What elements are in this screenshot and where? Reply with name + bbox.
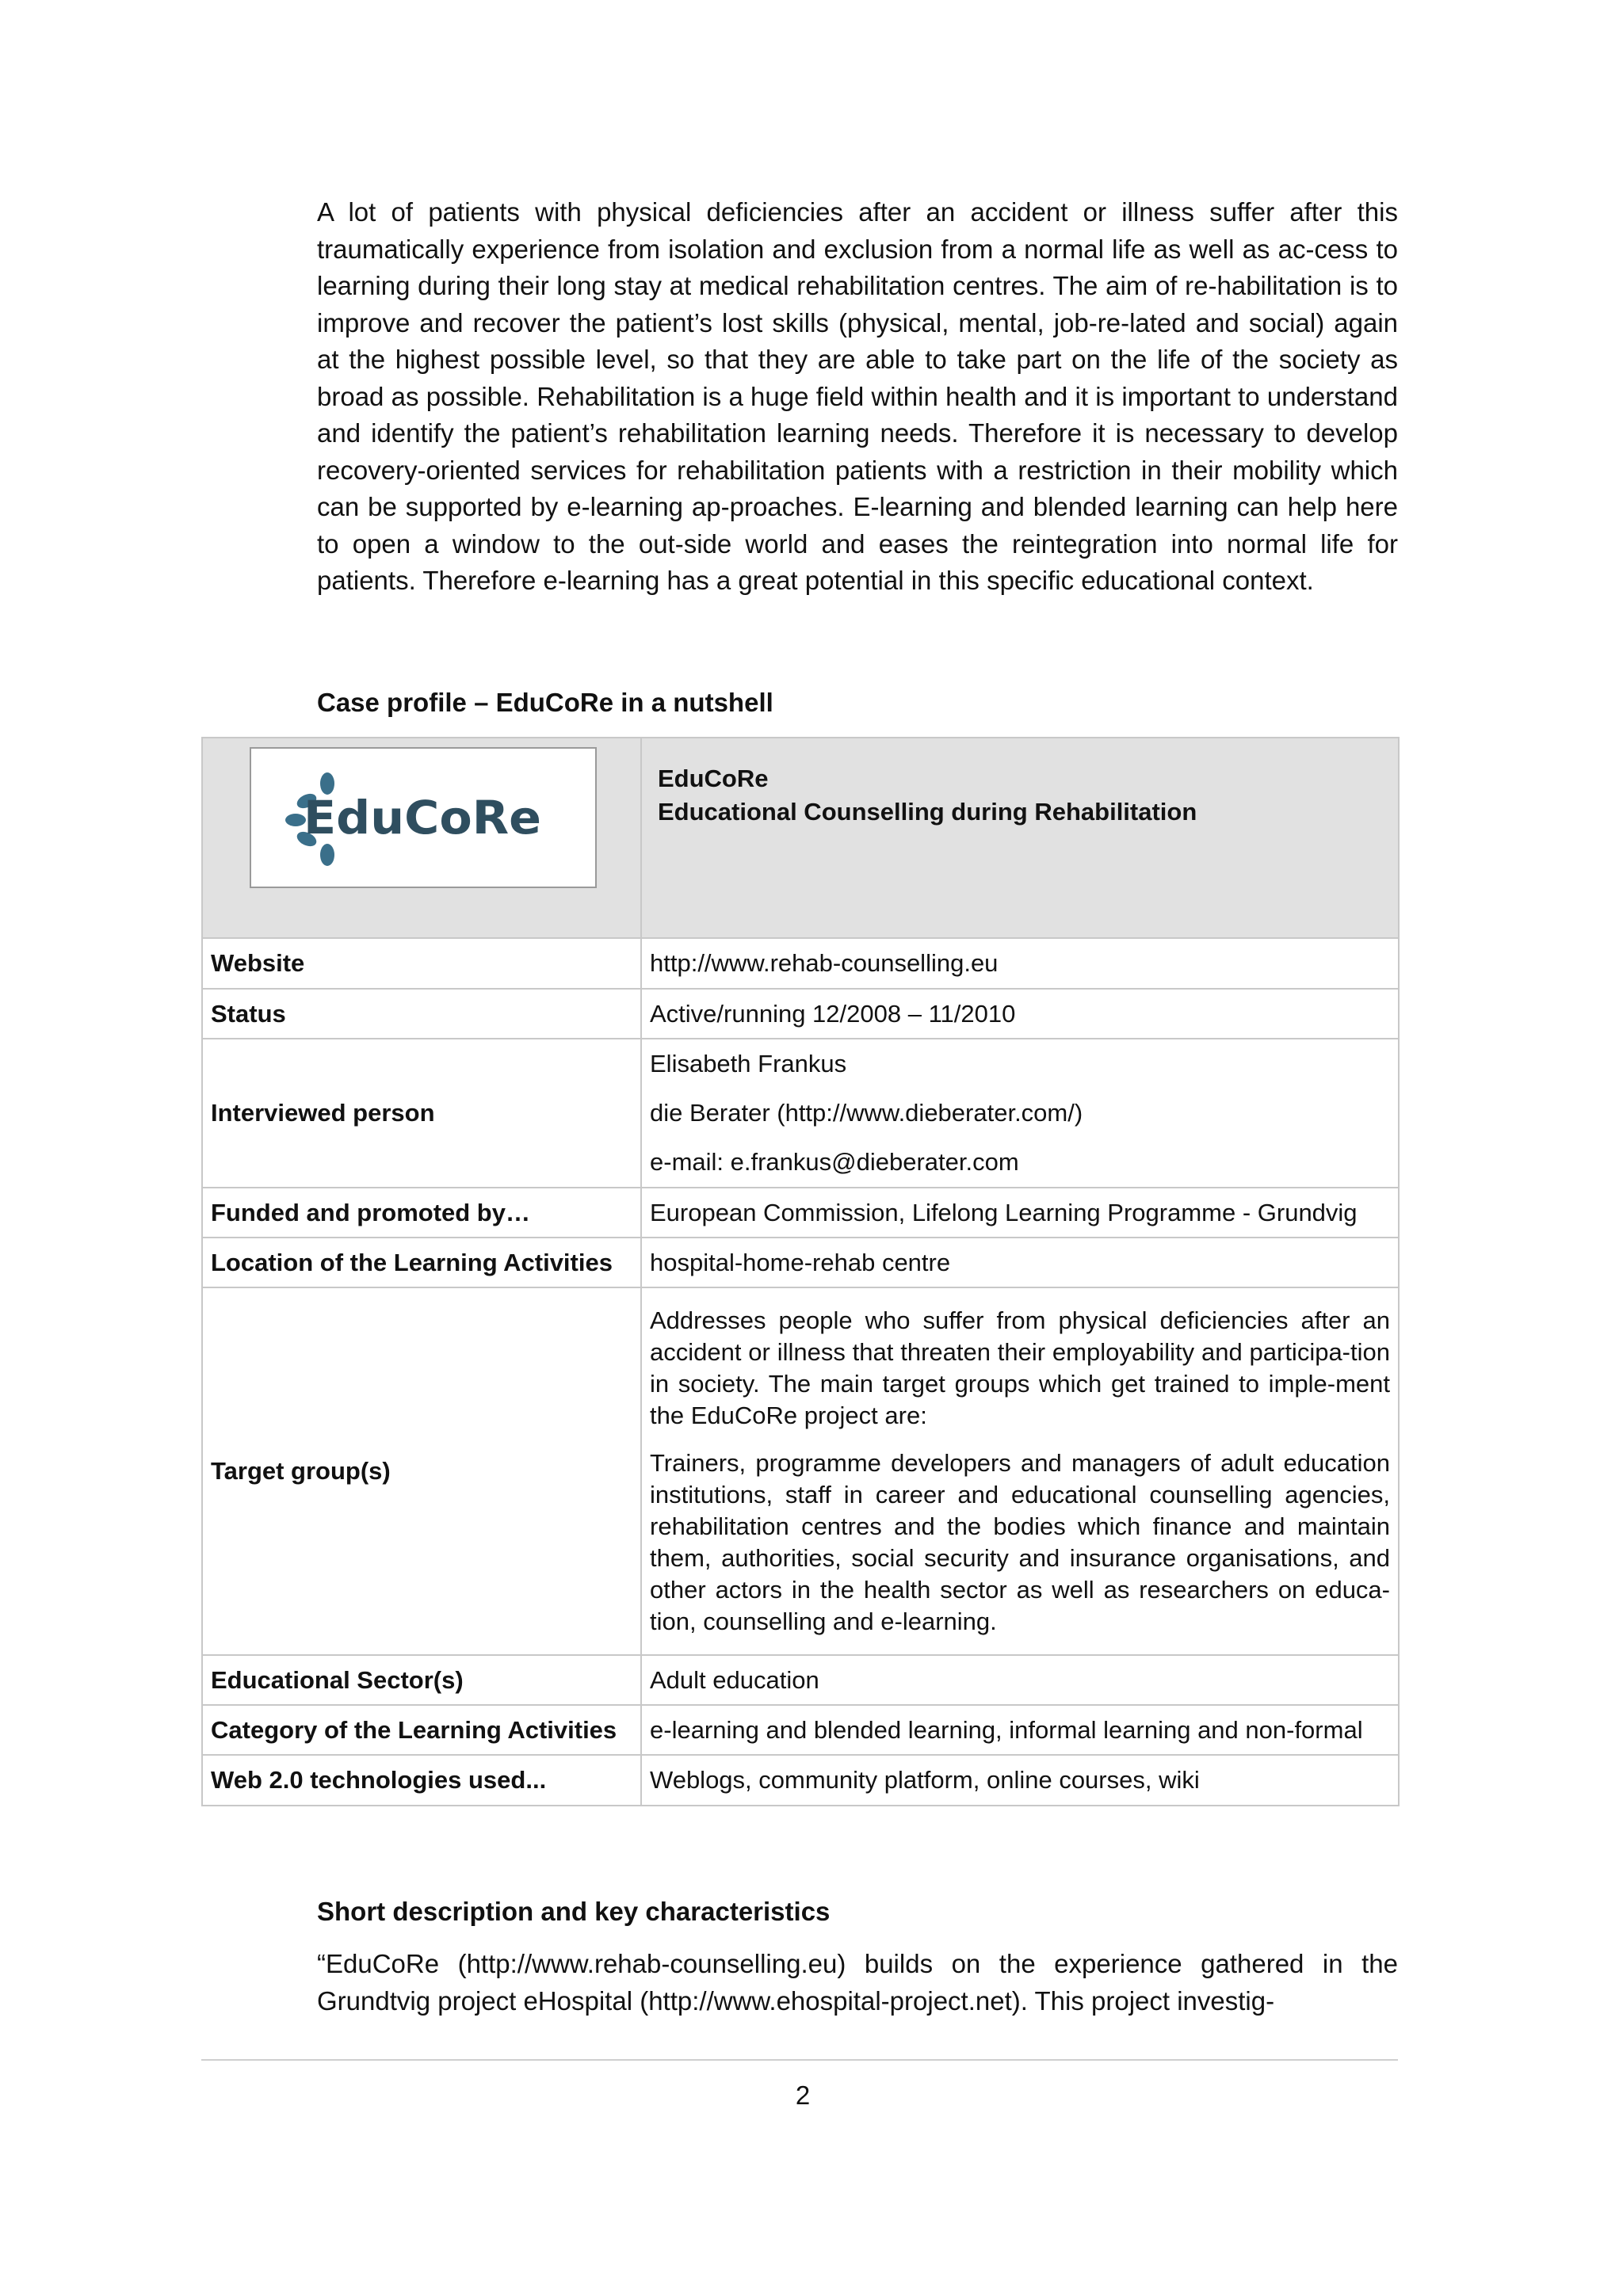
short-description-heading: Short description and key characteristics bbox=[317, 1897, 831, 1926]
interviewed-org[interactable]: die Berater (http://www.dieberater.com/) bbox=[650, 1099, 1083, 1127]
table-row bbox=[202, 1039, 1399, 1188]
table-row bbox=[202, 989, 1399, 1039]
logo-wordmark: EduCoRe bbox=[304, 791, 541, 845]
short-description-paragraph: “EduCoRe (http://www.rehab-counselling.eu) builds on the experience gathered in the Grundtvig project eHospital (http://www.ehospital-project.net). This project investig- bbox=[317, 1949, 1398, 2016]
web20-value: Weblogs, community platform, online courses, wiki bbox=[641, 1755, 1399, 1806]
interviewed-name: Elisabeth Frankus bbox=[650, 1050, 847, 1077]
footer-divider bbox=[201, 2059, 1398, 2061]
sector-value: Adult education bbox=[641, 1655, 1399, 1705]
location-label: Location of the Learning Activities bbox=[202, 1238, 641, 1287]
table-row bbox=[202, 1287, 1399, 1655]
table-row bbox=[202, 1755, 1399, 1806]
table-row bbox=[202, 1655, 1399, 1705]
table-row bbox=[202, 1188, 1399, 1238]
table-row bbox=[202, 1705, 1399, 1755]
sector-label: Educational Sector(s) bbox=[202, 1655, 641, 1705]
interviewed-label: Interviewed person bbox=[202, 1039, 641, 1188]
leaf-bottom bbox=[320, 844, 334, 866]
funded-label: Funded and promoted by… bbox=[202, 1188, 641, 1238]
table-row bbox=[202, 1238, 1399, 1287]
project-name-cell bbox=[641, 738, 1399, 938]
target-para-2: Trainers, programme developers and managers of adult education institutions, staff in career and educational counselling agencies, rehabilitation centres and the bodies which finance and maintain them, authorities, social security and insurance organisations, and other actors in the health sector as well as researchers on educa-tion, counselling and e-learning. bbox=[650, 1449, 1390, 1635]
intro-paragraph: A lot of patients with physical deficiencies after an accident or illness suffer after this traumatically experience from isolation and exclusion from a normal life as well as ac-cess to learning during their long stay at medical rehabilitation centres. The aim of re-habilitation is to improve and recover the patient’s lost skills (physical, mental, job-re-lated and social) again at the highest possible level, so that they are able to take part on the life of the society as broad as possible. Rehabilitation is a huge field within health and it is important to understand and identify the patient’s rehabilitation learning needs. Therefore it is necessary to develop recovery-oriented services for rehabilitation patients with a restriction in their mobility which can be supported by e-learning ap-proaches. E-learning and blended learning can help here to open a window to the out-side world and eases the reintegration into normal life for patients. Therefore e-learning has a great potential in this specific educational context. bbox=[317, 197, 1398, 595]
table-row bbox=[202, 938, 1399, 989]
table-header-row bbox=[202, 738, 1399, 938]
page-number: 2 bbox=[795, 2081, 811, 2110]
website-value[interactable]: http://www.rehab-counselling.eu bbox=[641, 938, 1399, 989]
target-label: Target group(s) bbox=[202, 1287, 641, 1655]
case-profile-table bbox=[201, 737, 1400, 1806]
category-label: Category of the Learning Activities bbox=[202, 1705, 641, 1755]
educore-logo bbox=[250, 747, 597, 888]
project-short-name: EduCoRe bbox=[658, 765, 769, 792]
status-label: Status bbox=[202, 989, 641, 1039]
interviewed-value bbox=[641, 1039, 1399, 1188]
target-value bbox=[641, 1287, 1399, 1655]
funded-value: European Commission, Lifelong Learning Programme - Grundvig bbox=[641, 1188, 1399, 1238]
status-value: Active/running 12/2008 – 11/2010 bbox=[641, 989, 1399, 1039]
project-full-name: Educational Counselling during Rehabilitation bbox=[658, 798, 1197, 826]
web20-label: Web 2.0 technologies used... bbox=[202, 1755, 641, 1806]
case-profile-heading: Case profile – EduCoRe in a nutshell bbox=[317, 688, 773, 717]
location-value: hospital-home-rehab centre bbox=[641, 1238, 1399, 1287]
website-label: Website bbox=[202, 938, 641, 989]
category-value: e-learning and blended learning, informal learning and non-formal bbox=[641, 1705, 1399, 1755]
target-para-1: Addresses people who suffer from physical deficiencies after an accident or illness that threaten their employability and participa-tion in society. The main target groups which get trained to imple-ment the EduCoRe project are: bbox=[650, 1306, 1390, 1429]
interviewed-email[interactable]: e-mail: e.frankus@dieberater.com bbox=[650, 1148, 1019, 1176]
logo-cell bbox=[202, 738, 641, 938]
